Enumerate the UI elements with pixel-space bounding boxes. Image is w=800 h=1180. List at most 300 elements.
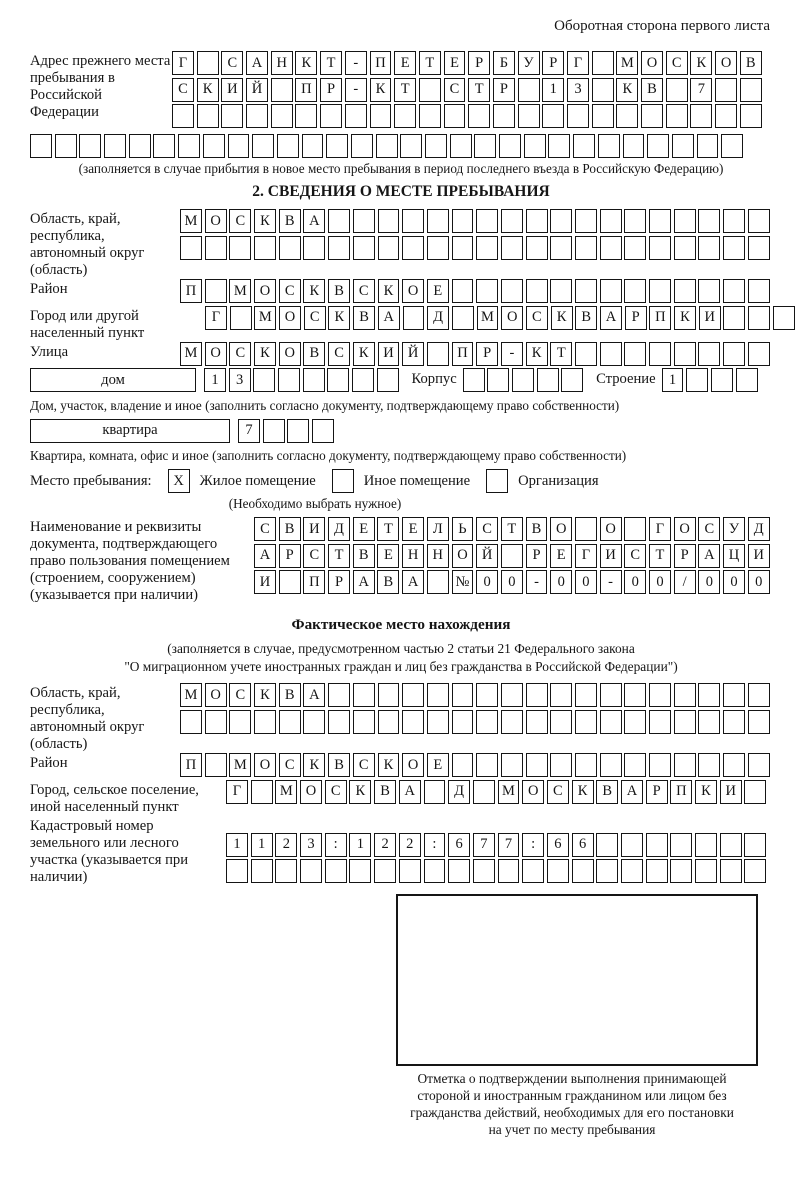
char-box: Г (226, 780, 248, 804)
stamp-note (372, 1070, 772, 1138)
char-box (279, 710, 301, 734)
char-box (427, 209, 449, 233)
char-box (254, 236, 276, 260)
char-box (419, 104, 441, 128)
char-box: 3 (300, 833, 322, 857)
char-box (499, 134, 521, 158)
char-box (221, 104, 243, 128)
char-box: - (501, 342, 523, 366)
char-box (463, 368, 485, 392)
char-box: 1 (542, 78, 564, 102)
char-box (328, 710, 350, 734)
house-number-cells (204, 368, 402, 392)
char-box: О (452, 544, 474, 568)
char-box: 0 (723, 570, 745, 594)
char-box: К (254, 342, 276, 366)
char-box: Г (172, 51, 194, 75)
char-box (351, 134, 373, 158)
stroenie-label: Строение (596, 371, 656, 387)
char-box (425, 134, 447, 158)
char-box (600, 710, 622, 734)
char-box (575, 279, 597, 303)
char-box (473, 859, 495, 883)
char-box: 0 (476, 570, 498, 594)
stay-option-org-checkbox (486, 469, 508, 493)
char-box: Т (394, 78, 416, 102)
char-box (773, 306, 795, 330)
char-box (596, 859, 618, 883)
char-box (600, 753, 622, 777)
char-box (518, 78, 540, 102)
char-box: К (572, 780, 594, 804)
page-side-note: Оборотная сторона первого листа (554, 18, 770, 34)
char-box: М (229, 753, 251, 777)
char-box (172, 104, 194, 128)
char-box (526, 683, 548, 707)
prev-address-row-3 (172, 104, 772, 128)
char-box (377, 368, 399, 392)
char-box (686, 368, 708, 392)
char-box: К (695, 780, 717, 804)
char-box (592, 51, 614, 75)
char-box (178, 134, 200, 158)
korpus-label: Корпус (411, 371, 457, 387)
char-box: : (522, 833, 544, 857)
char-box (468, 104, 490, 128)
char-box: А (254, 544, 276, 568)
char-box (349, 859, 371, 883)
char-box: Е (402, 517, 424, 541)
char-box: Т (377, 517, 399, 541)
char-box (271, 104, 293, 128)
char-box (592, 104, 614, 128)
char-box (624, 710, 646, 734)
char-box (723, 279, 745, 303)
char-box: Е (353, 517, 375, 541)
char-box (328, 209, 350, 233)
char-box (600, 209, 622, 233)
char-box (624, 236, 646, 260)
char-box: Й (402, 342, 424, 366)
stay-option-inoe-checkbox (332, 469, 354, 493)
char-box: О (205, 342, 227, 366)
region-row-2 (180, 236, 772, 260)
char-box (498, 859, 520, 883)
char-box: В (303, 342, 325, 366)
char-box (203, 134, 225, 158)
char-box: 0 (624, 570, 646, 594)
char-box (180, 710, 202, 734)
char-box (30, 134, 52, 158)
stay-option-zhiloe-label: Жилое помещение (199, 472, 316, 489)
char-box: П (303, 570, 325, 594)
char-box (452, 209, 474, 233)
char-box: Р (625, 306, 647, 330)
char-box (550, 279, 572, 303)
char-box (674, 753, 696, 777)
char-box (427, 570, 449, 594)
char-box: С (229, 209, 251, 233)
actual-location-title: Фактическое место нахождения (291, 616, 511, 633)
char-box: А (600, 306, 622, 330)
actual-district-row (180, 753, 772, 777)
title-doc-row-2 (254, 544, 772, 568)
char-box (279, 570, 301, 594)
stamp-note-line-4: на учет по месту пребывания (488, 1121, 656, 1137)
char-box: И (600, 544, 622, 568)
char-box (547, 859, 569, 883)
char-box (723, 753, 745, 777)
char-box (723, 683, 745, 707)
char-box (674, 710, 696, 734)
char-box (600, 342, 622, 366)
char-box: Р (279, 544, 301, 568)
char-box (424, 780, 446, 804)
char-box (723, 236, 745, 260)
char-box: В (353, 306, 375, 330)
char-box: М (180, 683, 202, 707)
stay-place-row (30, 469, 772, 493)
char-box: А (399, 780, 421, 804)
char-box: 1 (226, 833, 248, 857)
char-box: О (254, 279, 276, 303)
char-box (723, 342, 745, 366)
section2-title: 2. СВЕДЕНИЯ О МЕСТЕ ПРЕБЫВАНИЯ (252, 183, 550, 200)
stay-option-org-label: Организация (518, 472, 599, 489)
char-box (400, 134, 422, 158)
char-box: 0 (748, 570, 770, 594)
char-box (353, 236, 375, 260)
char-box (575, 710, 597, 734)
char-box: У (723, 517, 745, 541)
char-box (624, 517, 646, 541)
char-box (129, 134, 151, 158)
char-box (302, 134, 324, 158)
char-box (328, 683, 350, 707)
cadastral-block (30, 816, 772, 886)
char-box (402, 710, 424, 734)
char-box (197, 104, 219, 128)
char-box: : (325, 833, 347, 857)
cadastral-row-1 (226, 833, 772, 857)
char-box (674, 279, 696, 303)
char-box: С (325, 780, 347, 804)
actual-location-note-1: (заполняется в случае, предусмотренном частью 2 статьи 21 Федерального закона (167, 641, 635, 656)
char-box (670, 859, 692, 883)
char-box: В (596, 780, 618, 804)
char-box: М (180, 209, 202, 233)
char-box: М (477, 306, 499, 330)
char-box (550, 209, 572, 233)
char-box: Д (427, 306, 449, 330)
char-box (526, 710, 548, 734)
char-box: 1 (204, 368, 226, 392)
char-box: В (377, 570, 399, 594)
char-box: К (674, 306, 696, 330)
char-box: Р (476, 342, 498, 366)
char-box: П (370, 51, 392, 75)
char-box (518, 104, 540, 128)
char-box (230, 306, 252, 330)
city-row (205, 306, 772, 330)
char-box: К (303, 279, 325, 303)
char-box (376, 134, 398, 158)
char-box: А (402, 570, 424, 594)
street-label: Улица (30, 343, 69, 360)
char-box: С (328, 342, 350, 366)
char-box (748, 342, 770, 366)
char-box (690, 104, 712, 128)
char-box (180, 236, 202, 260)
char-box: А (621, 780, 643, 804)
house-type-box: дом (30, 368, 196, 392)
char-box (575, 236, 597, 260)
char-box: В (526, 517, 548, 541)
char-box: Р (542, 51, 564, 75)
char-box: В (641, 78, 663, 102)
char-box: П (649, 306, 671, 330)
char-box: 1 (251, 833, 273, 857)
region-rows (180, 209, 772, 262)
char-box: Т (468, 78, 490, 102)
char-box (427, 683, 449, 707)
char-box: 6 (572, 833, 594, 857)
char-box (394, 104, 416, 128)
char-box: С (304, 306, 326, 330)
char-box: Д (328, 517, 350, 541)
char-box (345, 104, 367, 128)
char-box: К (551, 306, 573, 330)
char-box: К (690, 51, 712, 75)
char-box (303, 236, 325, 260)
char-box (596, 833, 618, 857)
region-label: Область, край, республика, автономный округ (область) (30, 211, 145, 278)
char-box: И (254, 570, 276, 594)
char-box: С (698, 517, 720, 541)
char-box (721, 134, 743, 158)
actual-region-block (30, 683, 772, 753)
char-box (287, 419, 309, 443)
char-box (698, 209, 720, 233)
char-box (452, 279, 474, 303)
char-box (674, 209, 696, 233)
char-box (402, 236, 424, 260)
char-box: К (526, 342, 548, 366)
char-box (600, 236, 622, 260)
district-block (30, 279, 772, 306)
char-box (624, 209, 646, 233)
char-box (550, 236, 572, 260)
char-box: К (378, 753, 400, 777)
char-box: 0 (575, 570, 597, 594)
char-box (353, 710, 375, 734)
char-box: М (498, 780, 520, 804)
char-box: Г (567, 51, 589, 75)
char-box (624, 683, 646, 707)
char-box (246, 104, 268, 128)
char-box: К (370, 78, 392, 102)
char-box (253, 368, 275, 392)
char-box (263, 419, 285, 443)
char-box: К (295, 51, 317, 75)
char-box: 0 (649, 570, 671, 594)
char-box: О (279, 342, 301, 366)
char-box: : (424, 833, 446, 857)
char-box: О (501, 306, 523, 330)
char-box (501, 279, 523, 303)
char-box (444, 104, 466, 128)
char-box: О (402, 753, 424, 777)
char-box (575, 209, 597, 233)
char-box (402, 683, 424, 707)
char-box (744, 780, 766, 804)
char-box: Г (649, 517, 671, 541)
char-box (452, 753, 474, 777)
char-box (501, 683, 523, 707)
char-box: Г (575, 544, 597, 568)
char-box: Е (427, 753, 449, 777)
char-box (303, 710, 325, 734)
char-box: В (575, 306, 597, 330)
char-box (748, 279, 770, 303)
char-box (402, 209, 424, 233)
char-box: Р (493, 78, 515, 102)
char-box (487, 368, 509, 392)
char-box: П (670, 780, 692, 804)
char-box (748, 710, 770, 734)
char-box (575, 342, 597, 366)
char-box: В (740, 51, 762, 75)
actual-district-label: Район (30, 755, 68, 771)
char-box: Е (550, 544, 572, 568)
char-box (711, 368, 733, 392)
char-box (476, 279, 498, 303)
char-box: Е (394, 51, 416, 75)
char-box (723, 306, 745, 330)
region-row-1 (180, 209, 772, 233)
char-box: Н (271, 51, 293, 75)
cadastral-label: Кадастровый номер земельного или лесного участка (указывается при наличии) (30, 817, 189, 885)
char-box: С (476, 517, 498, 541)
char-box (600, 279, 622, 303)
char-box (646, 833, 668, 857)
char-box (476, 710, 498, 734)
district-label: Район (30, 281, 68, 297)
char-box (501, 209, 523, 233)
actual-region-label: Область, край, республика, автономный округ (область) (30, 685, 145, 752)
char-box: 7 (473, 833, 495, 857)
char-box (674, 342, 696, 366)
char-box (695, 833, 717, 857)
actual-region-row-2 (180, 710, 772, 734)
char-box (501, 544, 523, 568)
char-box (328, 236, 350, 260)
char-box (649, 209, 671, 233)
prev-address-rows (172, 51, 772, 131)
char-box: 0 (501, 570, 523, 594)
char-box: А (378, 306, 400, 330)
char-box: О (254, 753, 276, 777)
char-box (572, 859, 594, 883)
char-box: Ц (723, 544, 745, 568)
char-box (674, 236, 696, 260)
apartment-note: Квартира, комната, офис и иное (заполнить согласно документу, подтверждающему право собственности) (30, 448, 627, 463)
cadastral-row-2 (226, 859, 772, 883)
char-box: О (600, 517, 622, 541)
char-box: Т (550, 342, 572, 366)
prev-address-row-2 (172, 78, 772, 102)
char-box: И (748, 544, 770, 568)
char-box: 1 (662, 368, 684, 392)
char-box: О (674, 517, 696, 541)
char-box (325, 859, 347, 883)
title-doc-block (30, 517, 772, 604)
char-box (672, 134, 694, 158)
char-box: 2 (374, 833, 396, 857)
char-box: О (205, 209, 227, 233)
char-box (624, 342, 646, 366)
char-box (474, 134, 496, 158)
char-box (197, 51, 219, 75)
char-box (748, 306, 770, 330)
char-box: А (353, 570, 375, 594)
apartment-type-box: квартира (30, 419, 230, 443)
char-box (275, 859, 297, 883)
char-box: Р (468, 51, 490, 75)
char-box: И (699, 306, 721, 330)
char-box: - (345, 51, 367, 75)
char-box (278, 368, 300, 392)
char-box (403, 306, 425, 330)
char-box (641, 104, 663, 128)
char-box (526, 209, 548, 233)
char-box (452, 236, 474, 260)
char-box: А (246, 51, 268, 75)
char-box (378, 209, 400, 233)
char-box (378, 710, 400, 734)
char-box: Н (402, 544, 424, 568)
char-box: К (353, 342, 375, 366)
char-box: В (328, 279, 350, 303)
street-block (30, 342, 772, 369)
char-box: О (300, 780, 322, 804)
char-box: В (279, 517, 301, 541)
char-box (450, 134, 472, 158)
char-box (649, 279, 671, 303)
house-row (30, 368, 772, 395)
stamp-box (396, 894, 758, 1066)
char-box (550, 710, 572, 734)
char-box: - (345, 78, 367, 102)
char-box: Н (427, 544, 449, 568)
char-box (592, 78, 614, 102)
char-box (616, 104, 638, 128)
char-box (452, 683, 474, 707)
char-box: И (221, 78, 243, 102)
char-box (353, 683, 375, 707)
char-box: О (279, 306, 301, 330)
char-box: М (616, 51, 638, 75)
char-box (647, 134, 669, 158)
prev-address-label: Адрес прежнего места пребывания в Российской Федерации (30, 53, 171, 120)
char-box: С (444, 78, 466, 102)
char-box (295, 104, 317, 128)
stay-option-inoe-label: Иное помещение (363, 472, 471, 489)
char-box (226, 859, 248, 883)
char-box: 3 (229, 368, 251, 392)
char-box (320, 104, 342, 128)
char-box (695, 859, 717, 883)
